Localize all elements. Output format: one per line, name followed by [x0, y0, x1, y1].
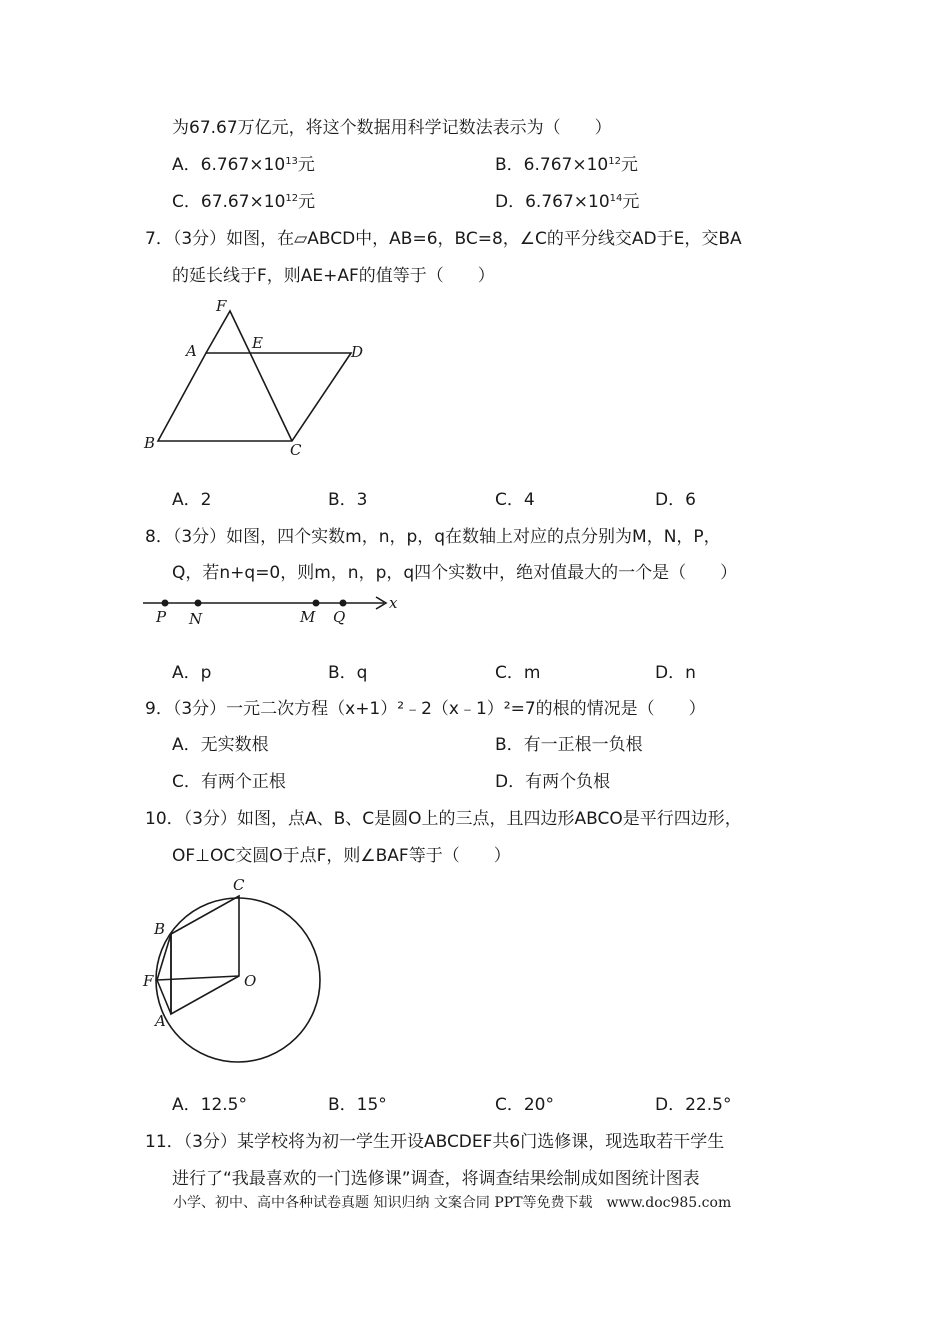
q9-option-d: D．有两个负根	[495, 772, 611, 792]
q7-option-b: B．3	[328, 490, 368, 510]
q6-option-a: A．$6.767\times 10^{13}$元	[172, 155, 315, 175]
q7-label-b: B	[144, 434, 156, 452]
q9-option-b: B．有一正根一负根	[495, 735, 643, 755]
q8-option-c: C．m	[495, 663, 541, 683]
q9-option-c: C．有两个正根	[172, 772, 286, 792]
q7-label-a: A	[186, 342, 197, 360]
q10-label-o: O	[244, 972, 257, 990]
q8-stem-line2: Q，若n+q=0，则m，n，p，q四个实数中，绝对值最大的一个是（ ）	[172, 563, 738, 583]
q8-label-q: Q	[333, 608, 346, 626]
q8-label-x: x	[389, 594, 398, 612]
q8-number-line-figure	[140, 590, 410, 632]
q8-label-p: P	[156, 608, 167, 626]
q7-option-d: D．6	[655, 490, 696, 510]
q10-label-b: B	[154, 920, 166, 938]
q7-label-c: C	[290, 441, 302, 459]
q10-label-a: A	[155, 1012, 166, 1030]
page-footer: 小学、初中、高中各种试卷真题 知识归纳 文案合同 PPT等免费下载 www.doc985.com	[173, 1195, 732, 1211]
q10-option-b: B．15°	[328, 1095, 387, 1115]
q7-stem-line1: 7．（3分）如图，在▱ABCD中，AB=6，BC=8，∠C的平分线交AD于E，交BA	[145, 229, 742, 249]
q7-label-e: E	[252, 334, 263, 352]
q10-option-c: C．20°	[495, 1095, 555, 1115]
q10-stem-line2: OF⊥OC交圆O于点F，则∠BAF等于（ ）	[172, 846, 511, 866]
q9-option-a: A．无实数根	[172, 735, 269, 755]
q10-option-a: A．12.5°	[172, 1095, 247, 1115]
q8-label-n: N	[189, 610, 203, 628]
q6-stem-continuation: 为67.67万亿元，将这个数据用科学记数法表示为（ ）	[172, 118, 612, 138]
q8-option-d: D．n	[655, 663, 696, 683]
q8-option-a: A．p	[172, 663, 212, 683]
q10-label-f: F	[143, 972, 154, 990]
q11-stem-line2: 进行了“我最喜欢的一门选修课”调查，将调查结果绘制成如图统计图表	[172, 1169, 700, 1189]
q10-option-d: D．22.5°	[655, 1095, 732, 1115]
q8-option-b: B．q	[328, 663, 368, 683]
q6-option-d: D．$6.767\times 10^{14}$元	[495, 192, 640, 212]
q10-label-c: C	[233, 876, 245, 894]
q6-option-c: C．$67.67\times 10^{12}$元	[172, 192, 316, 212]
q8-label-m: M	[300, 608, 316, 626]
q7-stem-line2: 的延长线于F，则AE+AF的值等于（ ）	[172, 266, 495, 286]
q9-stem: 9．（3分）一元二次方程（x+1）²﹣2（x﹣1）²=7的根的情况是（ ）	[145, 699, 706, 719]
q7-option-c: C．4	[495, 490, 535, 510]
q7-option-a: A．2	[172, 490, 212, 510]
q8-stem-line1: 8．（3分）如图，四个实数m，n，p，q在数轴上对应的点分别为M，N，P，	[145, 527, 721, 547]
q10-stem-line1: 10．（3分）如图，点A、B、C是圆O上的三点，且四边形ABCO是平行四边形，	[145, 809, 742, 829]
q6-option-b: B．$6.767\times 10^{12}$元	[495, 155, 638, 175]
q7-label-f: F	[216, 297, 227, 315]
q11-stem-line1: 11．（3分）某学校将为初一学生开设ABCDEF共6门选修课，现选取若干学生	[145, 1132, 725, 1152]
q7-label-d: D	[351, 343, 364, 361]
q7-parallelogram-figure	[140, 295, 380, 465]
q10-circle-figure	[138, 874, 328, 1064]
